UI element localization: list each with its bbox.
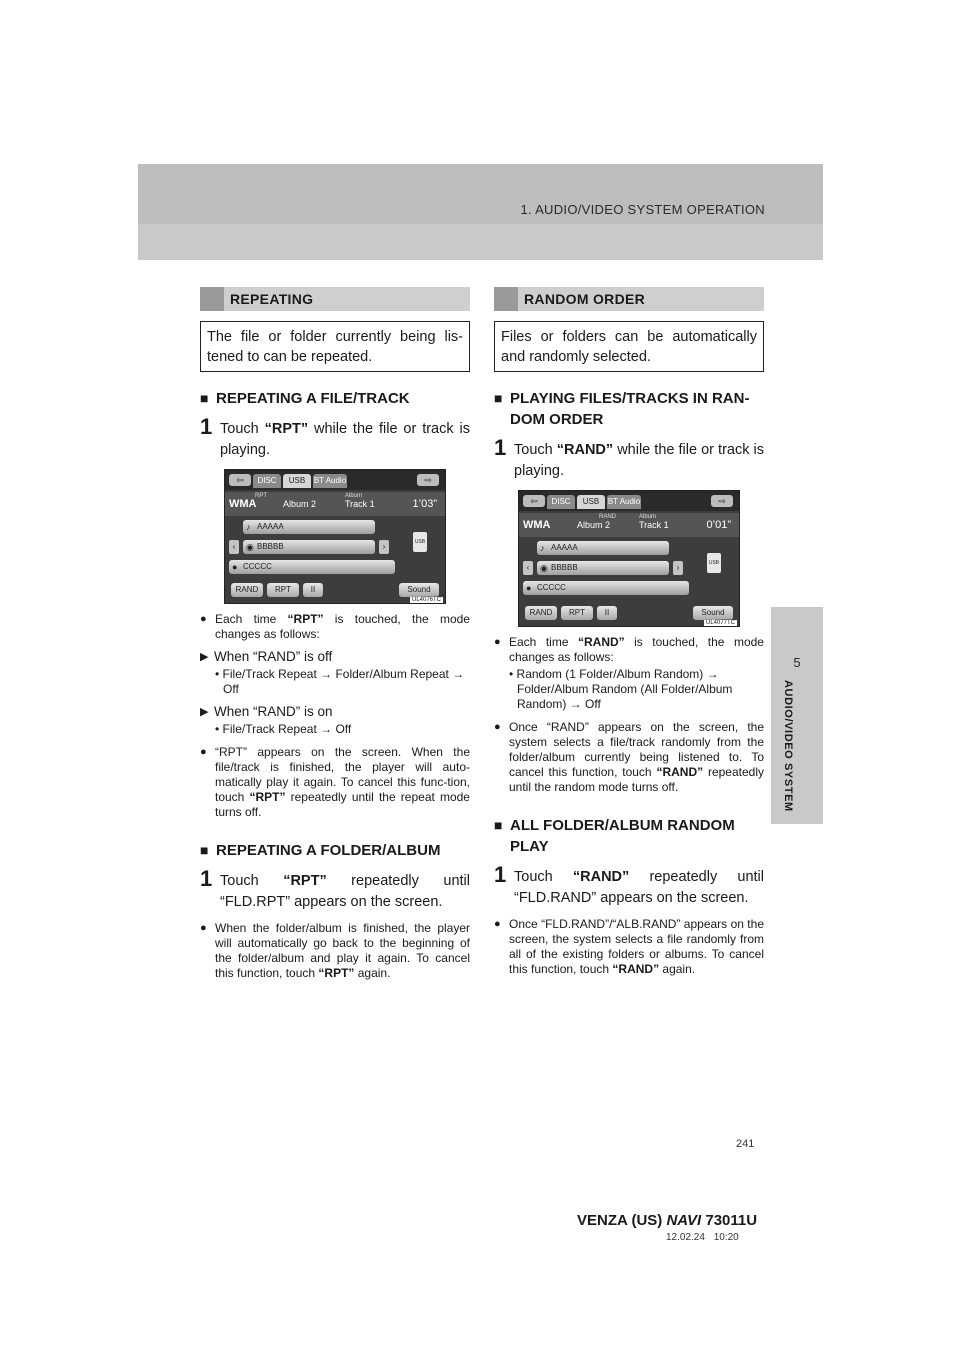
album-row xyxy=(229,560,395,574)
rand-button: RAND xyxy=(525,606,557,620)
keyword: “RAND” xyxy=(572,869,630,885)
note-text: “RPT” appears on the screen. When the file/track is finished, the player will auto-matically play it again. To cancel this func-tion, touch xyxy=(215,745,470,804)
model-code xyxy=(577,1212,757,1229)
step-item xyxy=(494,435,764,482)
subheading-text: ALL FOLDER/ALBUM RANDOM PLAY xyxy=(510,817,735,855)
step-item xyxy=(494,862,764,909)
side-tab-label: AUDIO/VIDEO SYSTEM xyxy=(782,680,794,812)
artist-row xyxy=(243,540,375,554)
keyword: “RPT” xyxy=(318,966,355,980)
note-text: Each time xyxy=(215,612,288,626)
tab-usb: USB xyxy=(577,495,605,509)
codec-label: WMA xyxy=(229,498,257,510)
step-text: while the file or track is playing. xyxy=(514,442,764,479)
section-header-repeating xyxy=(200,287,470,311)
source-tabs xyxy=(519,491,739,511)
usb-icon: USB xyxy=(413,532,427,552)
forward-arrow-icon: ⇨ xyxy=(417,474,439,486)
right-column xyxy=(494,287,764,977)
row-text: AAAAA xyxy=(257,522,284,531)
rand-button: RAND xyxy=(231,583,263,597)
next-icon: › xyxy=(379,540,389,554)
intro-box: The file or folder currently being lis-tened to can be repeated. xyxy=(200,321,470,372)
pause-button: II xyxy=(303,583,323,597)
sound-button: Sound xyxy=(399,583,439,597)
subheading-file-track xyxy=(200,388,470,409)
subheading-text: REPEATING A FILE/TRACK xyxy=(216,390,410,407)
prev-icon: ‹ xyxy=(229,540,239,554)
square-bullet-icon: ■ xyxy=(494,817,503,833)
bullet-icon: ● xyxy=(494,918,501,930)
condition-text: When “RAND” is off xyxy=(214,649,333,664)
tab-bt-audio: BT Audio xyxy=(607,495,641,509)
left-column xyxy=(200,287,470,981)
keyword: “RPT” xyxy=(249,790,286,804)
album-label: Album xyxy=(345,493,363,499)
back-arrow-icon: ⇦ xyxy=(229,474,251,486)
print-date: 12.02.24 10:20 xyxy=(666,1232,739,1243)
person-icon: ● xyxy=(526,583,532,593)
next-icon: › xyxy=(673,561,683,575)
album-name: Album 2 xyxy=(577,520,611,530)
row-text: AAAAA xyxy=(551,543,578,552)
control-buttons xyxy=(225,581,445,597)
tab-bt-audio: BT Audio xyxy=(313,474,347,488)
note-item xyxy=(494,720,764,795)
model-number: 73011U xyxy=(701,1212,758,1229)
row-text: BBBBB xyxy=(551,563,578,572)
note-text: repeatedly until the repeat mode turns off. xyxy=(215,790,470,819)
now-playing-row xyxy=(225,492,445,516)
control-buttons xyxy=(519,604,739,620)
step-text: Touch xyxy=(220,873,284,889)
square-bullet-icon: ■ xyxy=(200,842,209,858)
note-item xyxy=(200,745,470,820)
step-text: repeatedly until “FLD.RAND” appears on the screen. xyxy=(514,869,764,906)
note-text: Once “RAND” appears on the screen, the system selects a file/track randomly from the folder/album currently being listened to. To cancel this function, touch xyxy=(509,720,764,779)
tab-disc: DISC xyxy=(547,495,575,509)
bullet-icon: ● xyxy=(200,746,207,758)
track-row xyxy=(537,541,669,555)
section-title: RANDOM ORDER xyxy=(524,291,646,307)
keyword: “RAND” xyxy=(656,765,704,779)
audio-screen-image xyxy=(518,490,740,627)
mode-sequence: • File/Track Repeat → Folder/Album Repeat → Off xyxy=(215,667,465,696)
step-text: Touch xyxy=(220,421,265,437)
step-text: Touch xyxy=(514,869,573,885)
codec-label: WMA xyxy=(523,519,551,531)
condition-text: When “RAND” is on xyxy=(214,704,333,719)
keyword: “RAND” xyxy=(577,635,625,649)
artist-row xyxy=(537,561,669,575)
rpt-button: RPT xyxy=(561,606,593,620)
intro-box: Files or folders can be automatically and randomly selected. xyxy=(494,321,764,372)
keyword: “RPT” xyxy=(264,421,309,437)
bullet-icon: ● xyxy=(494,636,501,648)
step-item xyxy=(200,414,470,461)
row-text: CCCCC xyxy=(537,583,566,592)
note-text: repeatedly until the random mode turns off. xyxy=(509,765,765,794)
page-number: 241 xyxy=(736,1138,755,1150)
chapter-title: 1. AUDIO/VIDEO SYSTEM OPERATION xyxy=(520,202,765,217)
bullet-icon: ● xyxy=(200,922,207,934)
subheading-folder-album xyxy=(200,840,470,861)
mode-label: RPT xyxy=(255,493,267,499)
image-code: UL4077TC xyxy=(705,620,735,626)
step-number: 1 xyxy=(494,862,507,887)
usb-icon: USB xyxy=(707,553,721,573)
pause-button: II xyxy=(597,606,617,620)
note-text: is touched, the mode changes as follows: xyxy=(509,635,764,664)
keyword: “RPT” xyxy=(283,873,327,889)
section-header-random xyxy=(494,287,764,311)
note-text: again. xyxy=(659,962,696,976)
disc-icon: ◉ xyxy=(246,542,254,552)
step-item xyxy=(200,866,470,913)
tab-disc: DISC xyxy=(253,474,281,488)
mode-label: RAND xyxy=(599,514,617,520)
model-navi: NAVI xyxy=(666,1212,702,1229)
square-bullet-icon: ■ xyxy=(494,390,503,406)
condition-item xyxy=(200,703,470,720)
subheading-all-random xyxy=(494,815,764,857)
back-arrow-icon: ⇦ xyxy=(523,495,545,507)
section-title: REPEATING xyxy=(230,291,314,307)
track-number: Track 1 xyxy=(639,520,669,530)
rpt-button: RPT xyxy=(267,583,299,597)
album-name: Album 2 xyxy=(283,499,317,509)
keyword: “RAND” xyxy=(612,962,660,976)
row-text: CCCCC xyxy=(243,562,272,571)
note-item xyxy=(494,635,764,665)
triangle-bullet-icon: ▶ xyxy=(200,651,209,663)
header-band xyxy=(138,164,823,260)
section-marker xyxy=(200,287,224,311)
music-note-icon: ♪ xyxy=(540,543,545,553)
note-text: again. xyxy=(354,966,391,980)
step-text: repeatedly until “FLD.RPT” appears on the screen. xyxy=(220,873,470,910)
forward-arrow-icon: ⇨ xyxy=(711,495,733,507)
note-text: Each time xyxy=(509,635,578,649)
model-text: VENZA (US) xyxy=(577,1212,667,1229)
subheading-text: REPEATING A FOLDER/ALBUM xyxy=(216,842,441,859)
bullet-icon: ● xyxy=(494,721,501,733)
source-tabs xyxy=(225,470,445,490)
tab-usb: USB xyxy=(283,474,311,488)
play-time: 1’03” xyxy=(412,498,437,510)
note-item xyxy=(200,921,470,981)
step-text: Touch xyxy=(514,442,557,458)
step-number: 1 xyxy=(200,414,213,439)
mode-sequence: • Random (1 Folder/Album Random) → Folder/Album Random (All Folder/Album Random) → Off xyxy=(509,667,733,711)
disc-icon: ◉ xyxy=(540,563,548,573)
mode-sequence: • File/Track Repeat → Off xyxy=(215,722,352,736)
album-label: Album xyxy=(639,514,657,520)
play-time: 0’01” xyxy=(706,519,731,531)
note-text: is touched, the mode changes as follows: xyxy=(215,612,470,641)
note-text: When the folder/album is finished, the player will automatically go back to the beginning of the folder/album and play it again. To cancel this function, touch xyxy=(215,921,470,980)
bullet-icon: ● xyxy=(200,613,207,625)
music-note-icon: ♪ xyxy=(246,522,251,532)
track-row xyxy=(243,520,375,534)
triangle-bullet-icon: ▶ xyxy=(200,706,209,718)
prev-icon: ‹ xyxy=(523,561,533,575)
side-tab-number: 5 xyxy=(793,655,801,670)
step-text: while the file or track is playing. xyxy=(220,421,470,458)
now-playing-row xyxy=(519,513,739,537)
track-number: Track 1 xyxy=(345,499,375,509)
step-number: 1 xyxy=(494,435,507,460)
step-number: 1 xyxy=(200,866,213,891)
audio-screen-image xyxy=(224,469,446,604)
section-marker xyxy=(494,287,518,311)
image-code: UL4076TC xyxy=(411,597,441,603)
note-item xyxy=(200,612,470,642)
sound-button: Sound xyxy=(693,606,733,620)
keyword: “RPT” xyxy=(287,612,324,626)
condition-item xyxy=(200,648,470,665)
person-icon: ● xyxy=(232,562,238,572)
square-bullet-icon: ■ xyxy=(200,390,209,406)
note-text: Once “FLD.RAND”/“ALB.RAND” appears on the screen, the system selects a file randomly from all of the existing folders or albums. To cancel this function, touch xyxy=(509,917,764,976)
note-item xyxy=(494,917,764,977)
subheading-text: PLAYING FILES/TRACKS IN RAN-DOM ORDER xyxy=(510,390,750,428)
album-row xyxy=(523,581,689,595)
row-text: BBBBB xyxy=(257,542,284,551)
subheading-random-order xyxy=(494,388,764,430)
keyword: “RAND” xyxy=(556,442,614,458)
